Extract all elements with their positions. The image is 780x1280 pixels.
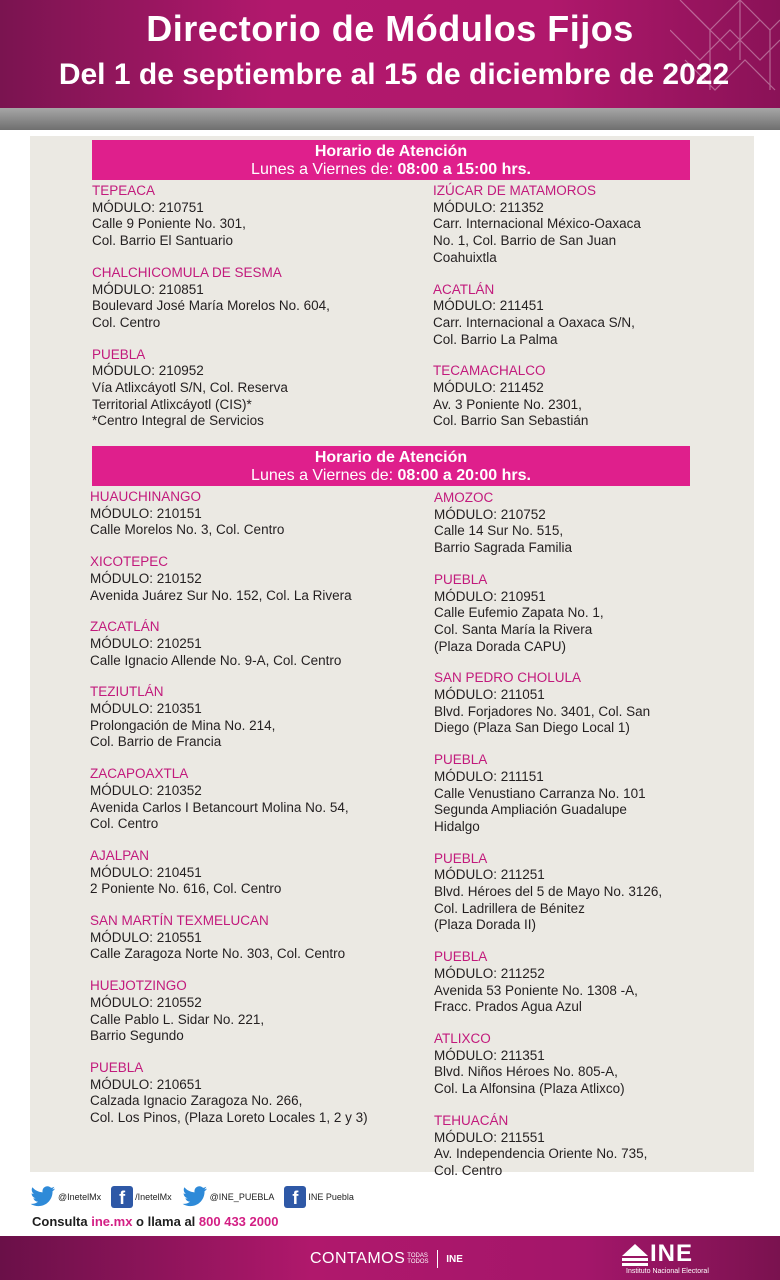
module-number: MÓDULO: 210851 <box>92 281 204 297</box>
schedule-band-2 <box>92 446 690 486</box>
module-city: ACATLÁN <box>433 281 495 297</box>
module-number: MÓDULO: 211452 <box>433 380 544 396</box>
header-banner <box>0 0 780 108</box>
module-address-line: No. 1, Col. Barrio de San Juan <box>433 233 617 249</box>
schedule-hours: Lunes a Viernes de: 08:00 a 20:00 hrs. <box>251 467 531 484</box>
facebook-handle: /InetelMx <box>135 1192 172 1202</box>
twitter-bird-icon <box>182 1186 208 1208</box>
module-city: TECAMACHALCO <box>433 363 546 379</box>
module-entry <box>90 684 430 751</box>
module-entry <box>433 363 773 430</box>
module-entry <box>90 554 430 604</box>
module-city: ZACAPOAXTLA <box>90 766 189 782</box>
module-entry <box>90 978 430 1045</box>
module-address-line: Calle Pablo L. Sidar No. 221, <box>90 1011 265 1027</box>
module-number: MÓDULO: 211252 <box>434 965 545 981</box>
facebook-link[interactable] <box>111 1186 172 1208</box>
module-address-line: Blvd. Niños Héroes No. 805-A, <box>434 1064 618 1080</box>
module-entry <box>92 183 432 250</box>
module-column-right <box>433 183 773 445</box>
module-city: TEHUACÁN <box>434 1112 509 1128</box>
module-number: MÓDULO: 210552 <box>90 994 202 1010</box>
module-city: PUEBLA <box>434 571 488 587</box>
twitter-handle: @InetelMx <box>58 1192 102 1202</box>
module-number: MÓDULO: 211352 <box>433 199 544 215</box>
contact-prefix: Consulta <box>32 1214 92 1229</box>
module-city: IZÚCAR DE MATAMOROS <box>433 183 597 198</box>
module-entry <box>90 848 430 898</box>
module-city: HUAUCHINANGO <box>90 489 202 504</box>
module-city: TEZIUTLÁN <box>90 684 164 700</box>
ine-small-text: INE <box>446 1253 463 1265</box>
module-number: MÓDULO: 210551 <box>90 929 202 945</box>
module-address-line: Col. Barrio La Palma <box>433 331 558 347</box>
module-entry <box>90 489 430 539</box>
facebook-f-icon: f <box>111 1186 133 1208</box>
module-number: MÓDULO: 211251 <box>434 867 545 883</box>
footer-banner <box>0 1236 780 1280</box>
module-number: MÓDULO: 211051 <box>434 687 545 703</box>
module-address-line: Col. Barrio San Sebastián <box>433 413 589 429</box>
module-city: TEPEACA <box>92 183 156 198</box>
twitter-link[interactable] <box>182 1186 275 1208</box>
module-city: XICOTEPEC <box>90 554 169 570</box>
module-city: SAN PEDRO CHOLULA <box>434 670 582 686</box>
module-address-line: Segunda Ampliación Guadalupe <box>434 802 627 818</box>
module-number: MÓDULO: 210251 <box>90 635 202 651</box>
slogan-text: CONTAMOS <box>310 1250 406 1267</box>
phone-number[interactable]: 800 433 2000 <box>198 1214 279 1229</box>
module-address-line: (Plaza Dorada II) <box>434 917 537 933</box>
module-city: CHALCHICOMULA DE SESMA <box>92 264 282 280</box>
module-address-line: Avenida Carlos I Betancourt Molina No. 54, <box>90 799 349 815</box>
module-address-line: Carr. Internacional México-Oaxaca <box>433 216 641 232</box>
module-address-line: Blvd. Forjadores No. 3401, Col. San <box>434 703 651 719</box>
ine-logo-text: INE <box>650 1240 694 1267</box>
social-links <box>30 1184 364 1210</box>
module-address-line: *Centro Integral de Servicios <box>92 413 264 429</box>
contamos-slogan <box>310 1246 463 1272</box>
module-entry <box>90 913 430 963</box>
module-number: MÓDULO: 210651 <box>90 1076 202 1092</box>
module-city: PUEBLA <box>434 850 488 866</box>
module-column-right <box>434 490 774 1195</box>
module-address-line: Calle Eufemio Zapata No. 1, <box>434 605 604 621</box>
module-address-line: (Plaza Dorada CAPU) <box>434 638 567 654</box>
module-number: MÓDULO: 210451 <box>90 864 202 880</box>
twitter-handle: @INE_PUEBLA <box>209 1192 275 1202</box>
ine-logo-subtitle: Instituto Nacional Electoral <box>626 1268 709 1275</box>
schedule-band-1 <box>92 140 690 180</box>
module-city: ZACATLÁN <box>90 619 160 635</box>
module-city: AMOZOC <box>434 490 494 505</box>
page-title: Directorio de Módulos Fijos <box>146 8 634 49</box>
module-address-line: Calle Venustiano Carranza No. 101 <box>434 785 646 801</box>
facebook-link[interactable] <box>284 1186 354 1208</box>
module-address-line: Col. Barrio El Santuario <box>92 233 234 249</box>
module-number: MÓDULO: 211451 <box>433 298 544 314</box>
module-number: MÓDULO: 210752 <box>434 506 546 522</box>
module-address-line: Calle Morelos No. 3, Col. Centro <box>90 522 285 538</box>
module-number: MÓDULO: 210152 <box>90 570 202 586</box>
module-number: MÓDULO: 210951 <box>434 588 546 604</box>
module-entry <box>90 619 430 669</box>
twitter-link[interactable] <box>30 1186 101 1208</box>
facebook-f-icon: f <box>284 1186 306 1208</box>
slogan-small-text: TODAS TODOS <box>407 1253 429 1265</box>
schedule-hours: Lunes a Viernes de: 08:00 a 15:00 hrs. <box>251 161 531 178</box>
module-address-line: Calle Ignacio Allende No. 9-A, Col. Centro <box>90 652 342 668</box>
schedule-title: Horario de Atención <box>314 449 468 466</box>
module-address-line: Diego (Plaza San Diego Local 1) <box>434 720 630 736</box>
module-entry <box>92 347 432 431</box>
module-address-line: 2 Poniente No. 616, Col. Centro <box>90 881 282 897</box>
module-address-line: Boulevard José María Morelos No. 604, <box>92 298 330 314</box>
module-number: MÓDULO: 211551 <box>434 1129 545 1145</box>
module-address-line: Calle 9 Poniente No. 301, <box>92 216 246 232</box>
ine-logo-icon <box>620 1240 732 1278</box>
module-address-line: Barrio Sagrada Familia <box>434 540 573 556</box>
module-address-line: Carr. Internacional a Oaxaca S/N, <box>433 314 635 330</box>
module-entry <box>90 766 430 833</box>
module-address-line: Av. 3 Poniente No. 2301, <box>433 396 582 412</box>
module-address-line: Col. Ladrillera de Bénitez <box>434 900 585 916</box>
module-entry <box>434 572 774 656</box>
module-address-line: Calzada Ignacio Zaragoza No. 266, <box>90 1093 303 1109</box>
module-number: MÓDULO: 210151 <box>90 505 202 521</box>
module-entry <box>434 490 774 557</box>
module-entry <box>434 851 774 935</box>
ine-logo-mark-icon <box>620 1242 650 1268</box>
module-entry <box>433 282 773 349</box>
module-address-line: Barrio Segundo <box>90 1028 184 1044</box>
module-entry <box>434 670 774 737</box>
facebook-handle: INE Puebla <box>308 1192 354 1202</box>
module-number: MÓDULO: 211151 <box>434 768 544 784</box>
contact-middle: o llama al <box>132 1214 199 1229</box>
module-entry <box>434 949 774 1016</box>
module-address-line: Col. Centro <box>92 314 161 330</box>
module-entry <box>434 1031 774 1098</box>
module-address-line: Col. Santa María la Rivera <box>434 621 593 637</box>
module-address-line: Coahuixtla <box>433 249 497 265</box>
module-address-line: Calle Zaragoza Norte No. 303, Col. Centro <box>90 946 346 962</box>
module-address-line: Blvd. Héroes del 5 de Mayo No. 3126, <box>434 884 663 900</box>
module-address-line: Col. Los Pinos, (Plaza Loreto Locales 1, 2 y 3) <box>90 1110 368 1126</box>
module-entry <box>90 1060 430 1127</box>
module-number: MÓDULO: 210351 <box>90 701 202 717</box>
module-entry <box>433 183 773 267</box>
module-entry <box>92 265 432 332</box>
module-number: MÓDULO: 211351 <box>434 1047 545 1063</box>
module-city: HUEJOTZINGO <box>90 978 187 994</box>
module-entry <box>434 1113 774 1180</box>
module-address-line: Col. Barrio de Francia <box>90 734 222 750</box>
website-link[interactable]: ine.mx <box>91 1214 133 1229</box>
module-column-left <box>92 183 432 445</box>
module-city: PUEBLA <box>92 346 146 362</box>
module-number: MÓDULO: 210952 <box>92 363 204 379</box>
module-city: PUEBLA <box>434 752 488 768</box>
module-address-line: Calle 14 Sur No. 515, <box>434 523 564 539</box>
module-number: MÓDULO: 210352 <box>90 782 202 798</box>
module-city: PUEBLA <box>434 949 488 965</box>
module-address-line: Col. Centro <box>434 1162 503 1178</box>
module-column-left <box>90 489 430 1142</box>
module-address-line: Col. Centro <box>90 816 159 832</box>
module-entry <box>434 752 774 836</box>
contact-line <box>32 1214 278 1229</box>
slogan-divider <box>437 1250 438 1268</box>
module-address-line: Col. La Alfonsina (Plaza Atlixco) <box>434 1081 625 1097</box>
module-address-line: Avenida Juárez Sur No. 152, Col. La Rivera <box>90 587 352 603</box>
module-address-line: Hidalgo <box>434 818 480 834</box>
module-address-line: Av. Independencia Oriente No. 735, <box>434 1146 648 1162</box>
page-subtitle: Del 1 de septiembre al 15 de diciembre de 2022 <box>58 58 730 91</box>
module-city: AJALPAN <box>90 847 150 863</box>
module-address-line: Prolongación de Mina No. 214, <box>90 717 276 733</box>
module-address-line: Fracc. Prados Agua Azul <box>434 999 582 1015</box>
module-address-line: Vía Atlixcáyotl S/N, Col. Reserva <box>92 380 288 396</box>
module-address-line: Territorial Atlixcáyotl (CIS)* <box>92 396 252 412</box>
module-city: SAN MARTÍN TEXMELUCAN <box>90 913 269 929</box>
module-city: ATLIXCO <box>434 1030 491 1046</box>
module-number: MÓDULO: 210751 <box>92 199 204 215</box>
module-address-line: Avenida 53 Poniente No. 1308 -A, <box>434 982 638 998</box>
twitter-bird-icon <box>30 1186 56 1208</box>
module-city: PUEBLA <box>90 1059 144 1075</box>
divider-band <box>0 108 780 130</box>
schedule-title: Horario de Atención <box>314 143 468 160</box>
